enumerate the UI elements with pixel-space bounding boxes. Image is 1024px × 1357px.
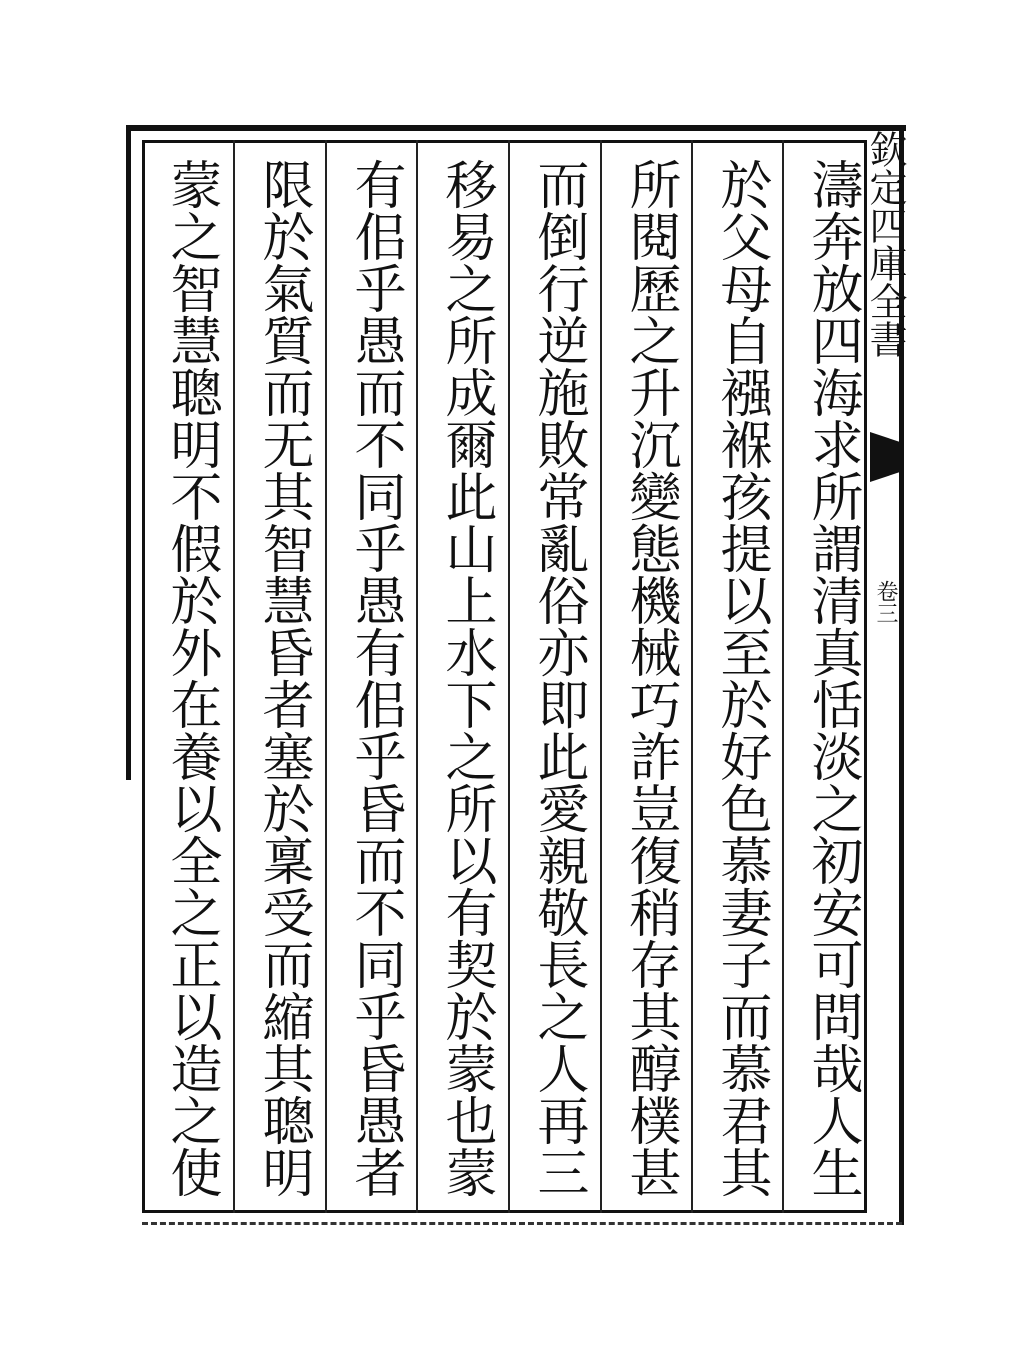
text-column-7: [238, 158, 328, 1208]
text-column-4: [513, 158, 603, 1208]
column-text: 移易之所成爾此山上水下之所以有契於蒙也蒙: [436, 158, 496, 1198]
column-text: 有佀乎愚而不同乎愚有佀乎昏而不同乎昏愚者: [345, 158, 405, 1198]
bottom-border: [142, 1222, 902, 1225]
text-column-6: [330, 158, 420, 1208]
volume-label: 卷三: [873, 580, 898, 624]
fish-tail-mark: [870, 432, 900, 482]
column-text: 蒙之智慧聰明不假於外在養以全之正以造之使: [161, 158, 221, 1198]
outer-border-left: [126, 125, 131, 780]
column-text: 濤奔放四海求所謂清真恬淡之初安可問哉人生: [802, 158, 862, 1198]
book-title: 欽定四庫全書: [863, 130, 907, 358]
column-text: 所閱歷之升沉變態機械巧詐豈復稍存其醇樸甚: [620, 158, 680, 1198]
text-column-3: [605, 158, 695, 1208]
text-column-8: [146, 158, 236, 1208]
text-column-5: [421, 158, 511, 1208]
text-column-2: [696, 158, 786, 1208]
column-text: 限於氣質而无其智慧昏者塞於稟受而縮其聰明: [253, 158, 313, 1198]
column-text: 於父母自襁褓孩提以至於好色慕妻子而慕君其: [711, 158, 771, 1198]
outer-border-top: [126, 125, 906, 131]
column-text: 而倒行逆施敗常亂俗亦即此愛親敬長之人再三: [528, 158, 588, 1198]
